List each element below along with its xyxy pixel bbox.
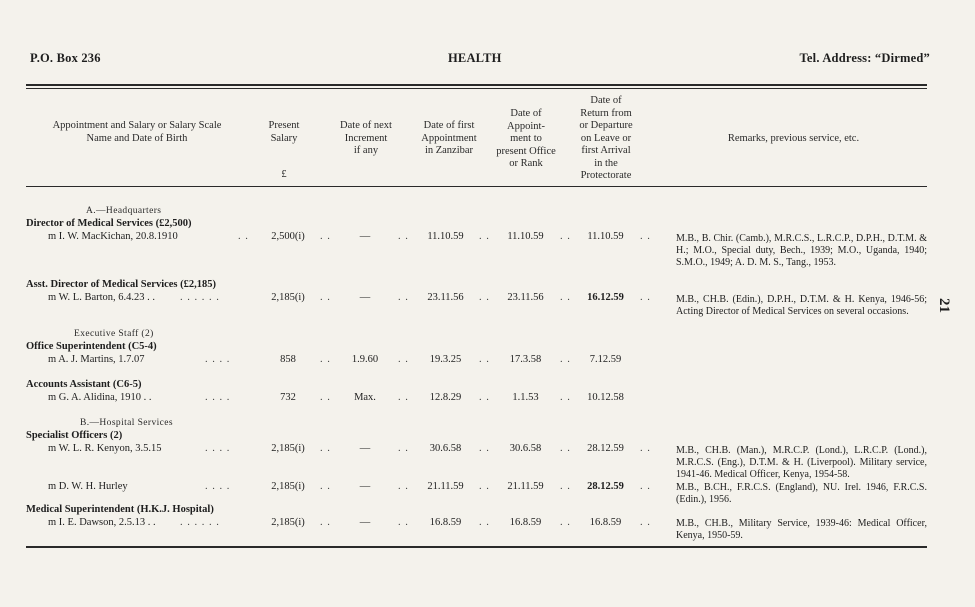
next-increment: — [359,231,371,242]
next-increment: — [359,517,371,528]
document-page: P.O. Box 236 HEALTH Tel. Address: “Dirmed” Appointment and Salary or Salary Scale Name and Date of Birth Present Salary £ Date of next Increment if any Date of first Appointment in Zanzibar Date of Appoint- ment to present Office or Rank Date of Return from or Departure on Leave or first Arrival in the Protectorate Remarks, previous service, etc. A.—Headquarters Director of Medical Services (£2,500) m I. W. MacKichan, 20.8.1910 . . 2,500(i) . . — . . 11.10.59 . . 11.10.59 . . 11.10.59 . . M.B., B. Chir. (Camb.), M.R.C.S., L.R.C.P., D.P.H., D.T.M. & H.; M.O., Special duty, Bech., 1939; M.O., Uganda, 1940; S.M.O., 1949; A. D. M. S., Tang., 1953. Asst. Director of Medical Services (£2,185) m W. L. Barton, 6.4.23 . . . . . . . . 2,185(i) . . — . . 23.11.56 . . 23.11.56 . . 16.12.59 . . M.B., CH.B. (Edin.), D.P.H., D.T.M. & H. Kenya, 1946-56; Acting Director of Medical Services on several occasions. Executive Staff (2) Office Superintendent (C5-4) m A. J. Martins, 1.7.07 . . . . 858 . . 1.9.60 . . 19.3.25 . . 17.3.58 . . 7.12.59 Accounts Assistant (C6-5) m G. A. Alidina, 1910 . . . . . . 732 . . Max. . . 12.8.29 . . 1.1.53 . . 10.12.58 B.—Hospital Services Specialist Officers (2) m W. L. R. Kenyon, 3.5.15 . . . . 2,185(i) . . — . . 30.6.58 . . 30.6.58 . . 28.12.59 . . M.B., CH.B. (Man.), M.R.C.P. (Lond.), L.R.C.P. (Lond.), M.R.C.S. (Eng.), D.T.M. & H. (Liverpool). Military service, 1941-46. Medical Officer, Kenya, 1954-58. m D. W. H. Hurley . . . . 2,185(i) . . — . . 21.11.59 . . 21.11.59 . . 28.12.59 . . M.B., B.CH., F.R.C.S. (England), NU. Irel. 1946, F.R.C.S. (Edin.), 1956. Medical Superintendent (H.K.J. Hospital) m I. E. Dawson, 2.5.13 . . . . . . . . 2,185(i) . . — . . 16.8.59 . . 16.8.59 . . 16.8.59 . . M.B., CH.B., Military Service, 1939-46: Medical Officer, Kenya, 1950-59. 21 [0,0,975,607]
col-return-line: or Departure [579,120,633,131]
post-title: Accounts Assistant (C6-5) [26,379,142,390]
col-appoint-line: Date of [510,108,542,119]
first-appointment: 23.11.56 [427,292,464,303]
appointment-present: 16.8.59 [509,517,542,528]
col-first-appointment [410,120,488,158]
remarks-text: M.B., CH.B. (Man.), M.R.C.P. (Lond.), L.R.C.P. (Lond.), M.R.C.S. (Eng.), D.T.M. & H. (Liverpool). Military service, 1941-46. Medical Officer, Kenya, 1954-58. [676,445,927,480]
person-name: m D. W. H. Hurley [48,481,128,492]
col-appoint-present [490,108,562,171]
return-date: 10.12.58 [587,392,624,403]
person-name: m I. W. MacKichan, 20.8.1910 [48,231,178,242]
col-salary-line: Present [268,120,300,131]
appointment-present: 21.11.59 [507,481,544,492]
remarks-text: M.B., CH.B., Military Service, 1939-46: Medical Officer, Kenya, 1950-59. [676,518,927,541]
return-date: 16.8.59 [589,517,622,528]
col-increment-line: Date of next [340,120,392,131]
return-date: 16.12.59 [587,292,624,303]
first-appointment: 12.8.29 [429,392,462,403]
present-salary: 2,185(i) [271,517,305,528]
col-increment-line: Increment [344,132,388,144]
next-increment: 1.9.60 [351,354,379,365]
person-name: m G. A. Alidina, 1910 . . [48,392,152,403]
appointment-present: 30.6.58 [509,443,542,454]
top-rule-thin [26,88,927,89]
first-appointment: 16.8.59 [429,517,462,528]
present-salary: 858 [280,354,296,365]
section-executive-staff: Executive Staff (2) [74,329,154,339]
col-appoint-line: or Rank [509,158,543,169]
header-bottom-rule [26,186,927,187]
remarks-text: M.B., B. Chir. (Camb.), M.R.C.S., L.R.C.P., D.P.H., D.T.M. & H.; M.O., Special duty, Bech., 1939; M.O., Uganda, 1940; S.M.O., 1949; A. D. M. S., Tang., 1953. [676,233,927,268]
next-increment: — [359,292,371,303]
header-po-box: P.O. Box 236 [30,51,101,65]
col-return-line: Return from [580,107,632,119]
return-date: 11.10.59 [587,231,624,242]
return-date: 7.12.59 [589,354,622,365]
col-appoint-line: Appoint- [507,120,545,132]
person-name: m W. L. Barton, 6.4.23 . . [48,292,156,303]
col-appointment-line: Name and Date of Birth [86,132,188,144]
first-appointment: 11.10.59 [427,231,464,242]
col-salary-line: Salary [270,132,298,144]
top-rule [26,84,927,86]
appointment-present: 23.11.56 [507,292,544,303]
post-title: Specialist Officers (2) [26,430,123,441]
col-salary [258,120,310,182]
post-title: Director of Medical Services (£2,500) [26,218,192,229]
first-appointment: 19.3.25 [429,354,462,365]
col-appoint-line: present Office [496,145,556,157]
col-first-line: Appointment [421,132,477,144]
col-appointment [26,120,248,145]
remarks-text: M.B., B.CH., F.R.C.S. (England), NU. Irel. 1946, F.R.C.S. (Edin.), 1956. [676,482,927,505]
col-return-line: on Leave or [580,132,632,144]
present-salary: 732 [280,392,296,403]
col-return-line: Protectorate [580,170,632,181]
header-tel-address: Tel. Address: “Dirmed” [799,51,930,65]
col-increment [330,120,402,158]
section-headquarters: A.—Headquarters [86,206,162,216]
col-increment-line: if any [353,145,379,156]
remarks-text: M.B., CH.B. (Edin.), D.P.H., D.T.M. & H. Kenya, 1946-56; Acting Director of Medical Services on several occasions. [676,294,927,317]
first-appointment: 30.6.58 [429,443,462,454]
header-title: HEALTH [448,51,502,65]
next-increment: — [359,443,371,454]
col-return-line: first Arrival [581,145,631,156]
section-hospital-services: B.—Hospital Services [80,418,173,428]
present-salary: 2,500(i) [271,231,305,242]
col-first-line: Date of first [423,120,475,131]
page-number: 21 [936,298,952,313]
person-name: m W. L. R. Kenyon, 3.5.15 [48,443,162,454]
appointment-present: 17.3.58 [509,354,542,365]
bottom-rule [26,546,927,548]
next-increment: Max. [354,392,376,403]
present-salary: 2,185(i) [271,481,305,492]
post-title: Asst. Director of Medical Services (£2,185) [26,279,217,290]
present-salary: 2,185(i) [271,292,305,303]
col-return-line: in the [594,157,618,169]
col-salary-unit: £ [281,169,287,180]
col-first-line: in Zanzibar [424,145,474,156]
return-date: 28.12.59 [587,443,624,454]
next-increment: — [359,481,371,492]
col-return [570,95,642,183]
col-return-line: Date of [590,95,622,106]
post-title: Office Superintendent (C5-4) [26,341,157,352]
first-appointment: 21.11.59 [427,481,464,492]
col-remarks: Remarks, previous service, etc. [727,133,860,144]
person-name: m I. E. Dawson, 2.5.13 . . [48,517,156,528]
appointment-present: 11.10.59 [507,231,544,242]
appointment-present: 1.1.53 [512,392,539,403]
col-appointment-line: Appointment and Salary or Salary Scale [52,120,222,131]
col-appoint-line: ment to [510,133,542,144]
return-date: 28.12.59 [587,481,624,492]
post-title: Medical Superintendent (H.K.J. Hospital) [26,504,214,515]
present-salary: 2,185(i) [271,443,305,454]
person-name: m A. J. Martins, 1.7.07 [48,354,145,365]
